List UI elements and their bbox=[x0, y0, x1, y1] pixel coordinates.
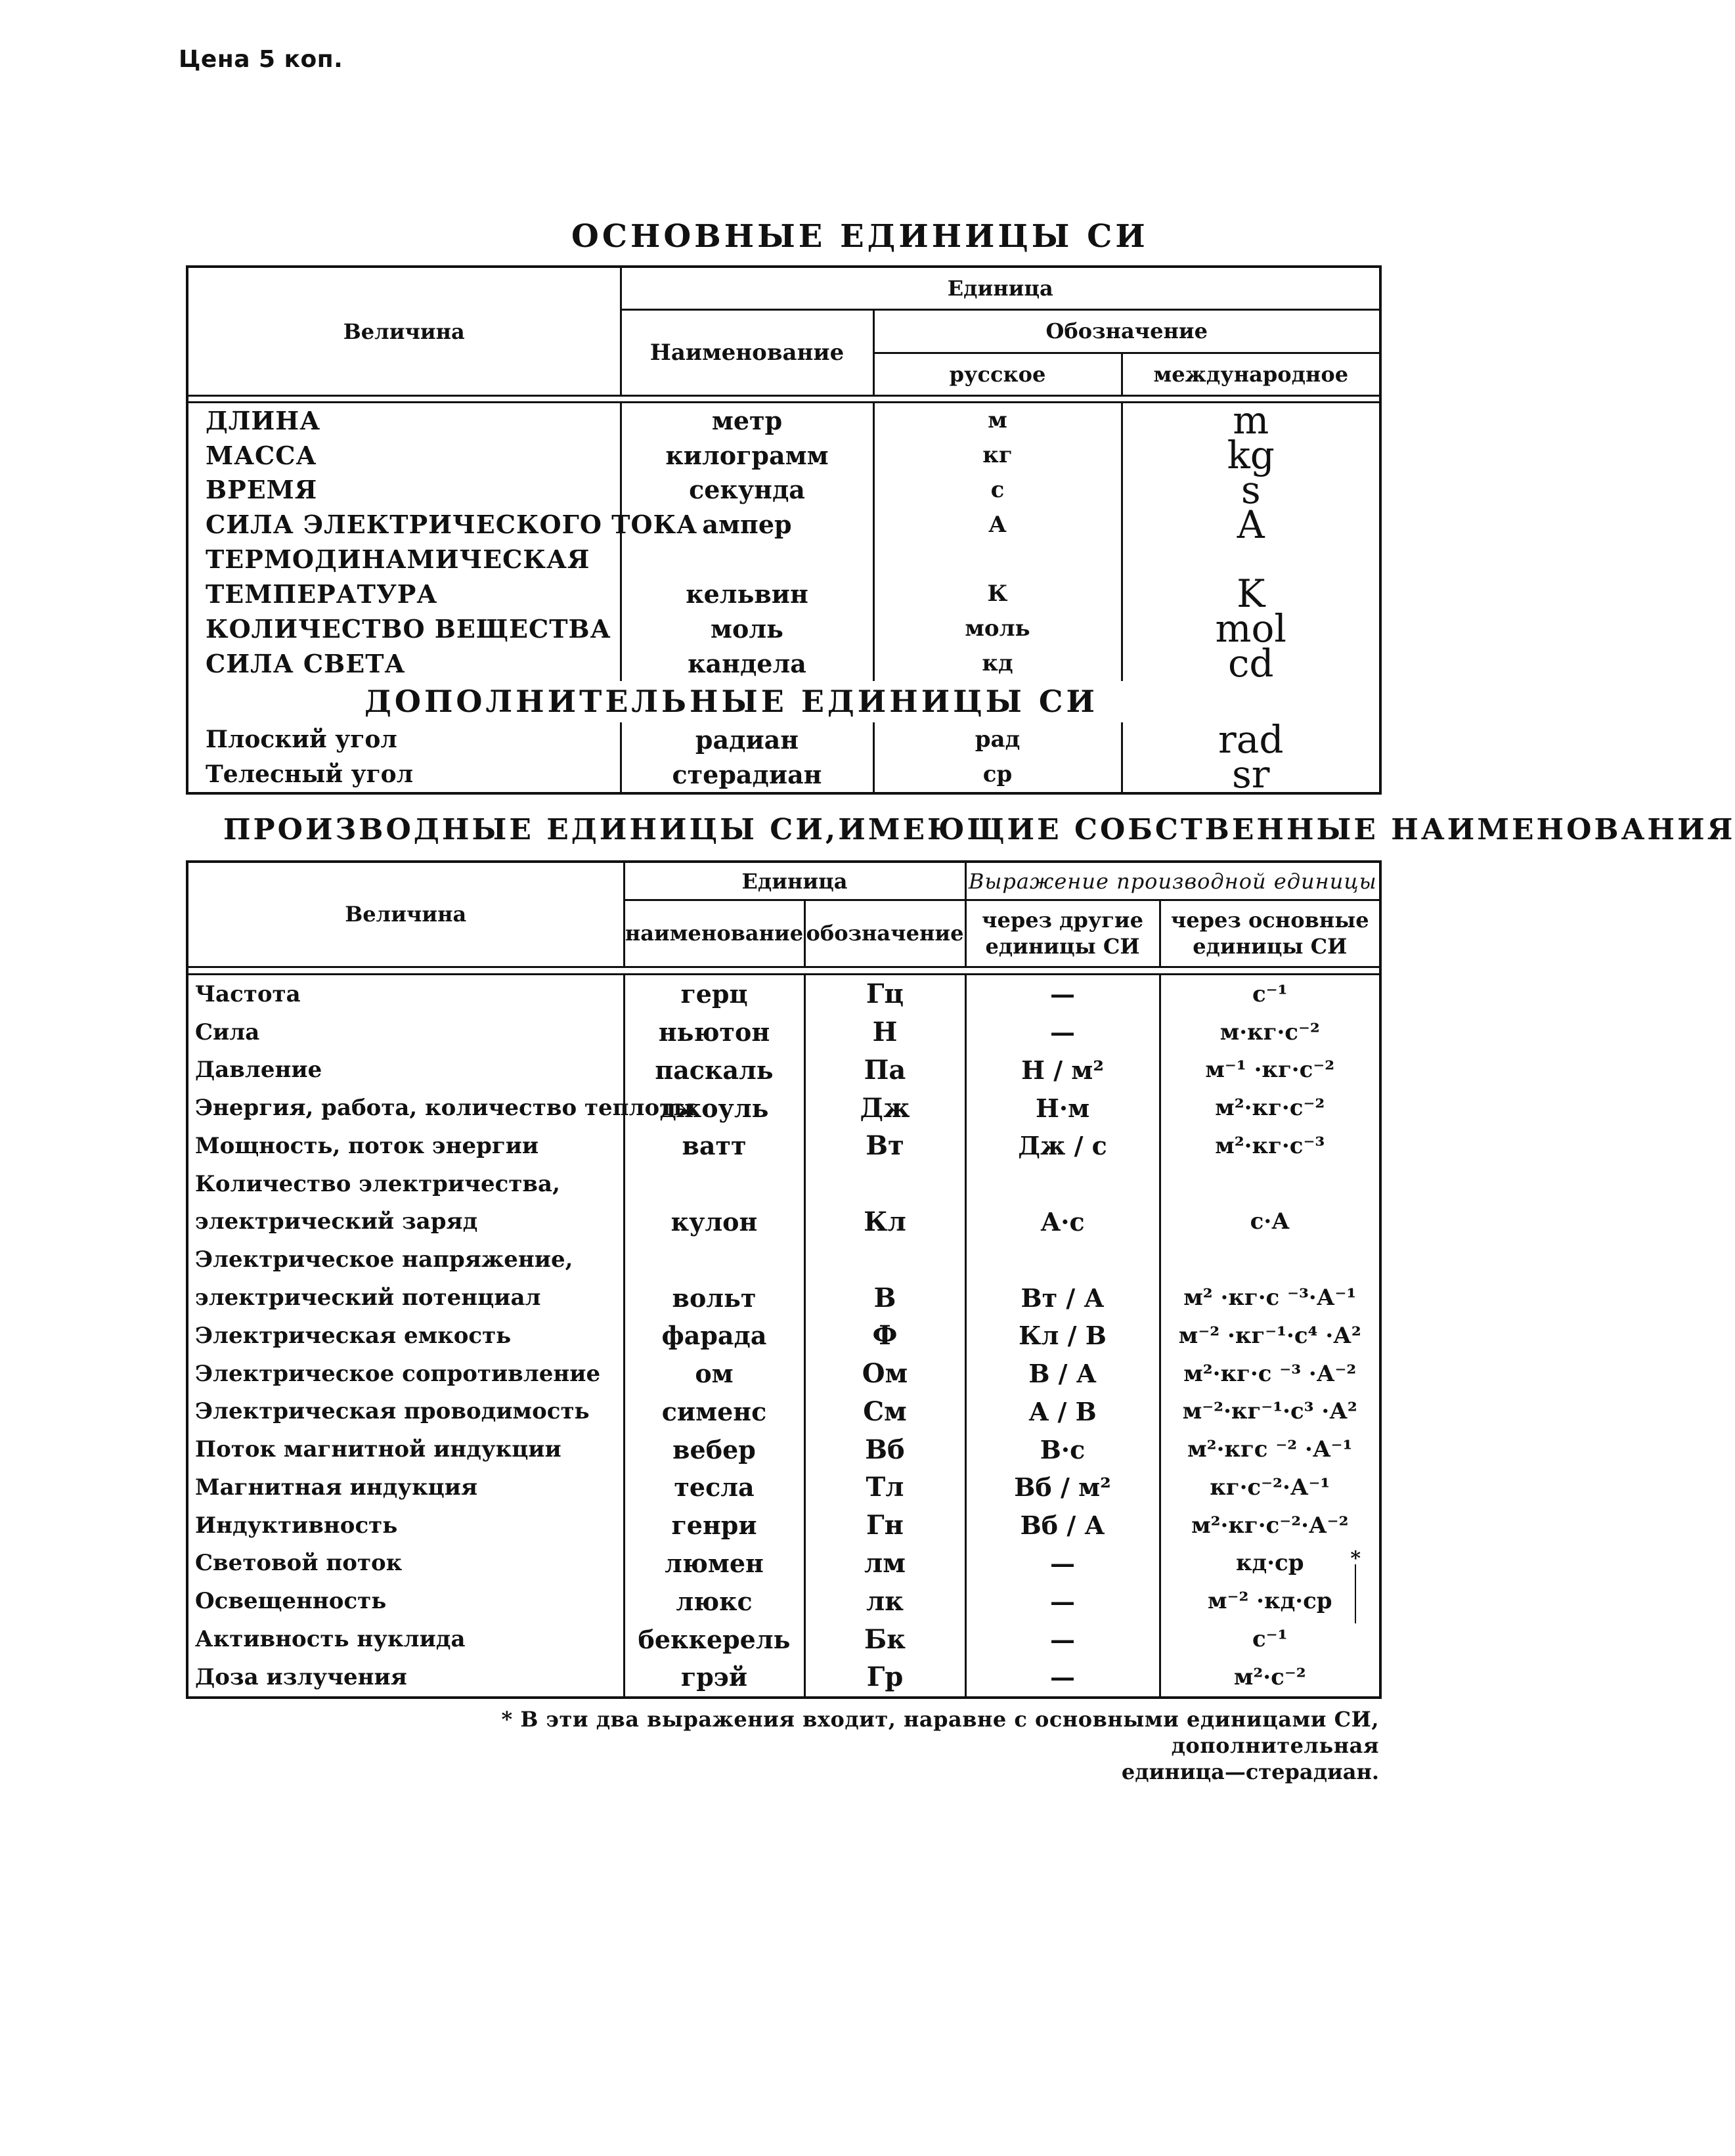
table-row bbox=[187, 1203, 1380, 1241]
table-row bbox=[187, 1545, 1380, 1583]
unit-name-cell: ом bbox=[624, 1355, 804, 1393]
via-base-cell: кг·с⁻²·А⁻¹ bbox=[1160, 1468, 1380, 1507]
via-other-cell: — bbox=[965, 1582, 1160, 1620]
quantity-cell: Энергия, работа, количество теплоты bbox=[195, 1095, 696, 1122]
quantity-cell: Электрическое сопротивление bbox=[195, 1360, 601, 1387]
via-base-cell: с⁻¹ bbox=[1160, 974, 1380, 1013]
quantity-cell: Мощность, поток энергии bbox=[195, 1132, 539, 1159]
ru-symbol-cell: рад bbox=[873, 722, 1122, 757]
via-other-cell: Н·м bbox=[965, 1089, 1160, 1127]
unit-symbol-cell: Ф bbox=[804, 1317, 965, 1355]
via-base-cell bbox=[1160, 1545, 1380, 1583]
intl-symbol-cell: cd bbox=[1122, 646, 1380, 681]
unit-symbol-cell: лк bbox=[804, 1582, 965, 1620]
via-other-cell: — bbox=[965, 1013, 1160, 1051]
unit-name-cell: генри bbox=[624, 1507, 804, 1545]
via-other-cell: — bbox=[965, 1620, 1160, 1658]
unit-name-cell: стерадиан bbox=[621, 757, 873, 793]
via-base-cell: м²·кг·с⁻³ bbox=[1160, 1127, 1380, 1165]
unit-symbol-cell: Ом bbox=[804, 1355, 965, 1393]
via-other-cell: А·с bbox=[965, 1203, 1160, 1241]
unit-name-cell: секунда bbox=[621, 472, 873, 507]
unit-symbol-cell: Гн bbox=[804, 1507, 965, 1545]
unit-name-cell: кандела bbox=[621, 646, 873, 681]
unit-symbol-cell: Гр bbox=[804, 1658, 965, 1698]
quantity-cell: Доза излучения bbox=[195, 1663, 407, 1690]
quantity-cell: Индуктивность bbox=[195, 1512, 398, 1539]
unit-name-cell: ньютон bbox=[624, 1013, 804, 1051]
footnote-line-2: единица—стерадиан. bbox=[1121, 1759, 1379, 1784]
table-row bbox=[187, 577, 1380, 611]
table-row bbox=[187, 472, 1380, 507]
table-row bbox=[187, 1582, 1380, 1620]
via-other-cell bbox=[965, 1241, 1160, 1279]
unit-symbol-cell bbox=[804, 1165, 965, 1203]
header-international: международное bbox=[1122, 353, 1380, 396]
table-row bbox=[187, 438, 1380, 473]
quantity-cell: Частота bbox=[195, 980, 301, 1007]
ru-symbol-cell: кг bbox=[873, 438, 1122, 473]
via-other-cell: В / А bbox=[965, 1355, 1160, 1393]
unit-name-cell: герц bbox=[624, 974, 804, 1013]
intl-symbol-cell: K bbox=[1122, 577, 1380, 611]
table-row bbox=[187, 1392, 1380, 1430]
quantity-cell: Количество электричества, bbox=[195, 1170, 560, 1197]
table-row bbox=[187, 611, 1380, 646]
via-base-cell: м⁻²·кг⁻¹·с³ ·А² bbox=[1160, 1392, 1380, 1430]
unit-symbol-cell: Бк bbox=[804, 1620, 965, 1658]
unit-name-cell: люкс bbox=[624, 1582, 804, 1620]
unit-name-cell: моль bbox=[621, 611, 873, 646]
quantity-cell: Электрическая проводимость bbox=[195, 1398, 590, 1425]
quantity-cell: Плоский угол bbox=[206, 726, 397, 754]
via-base-cell: с·А bbox=[1160, 1203, 1380, 1241]
ru-symbol-cell: ср bbox=[873, 757, 1122, 793]
intl-symbol-cell: rad bbox=[1122, 722, 1380, 757]
derived-units-table bbox=[186, 860, 1382, 1699]
unit-symbol-cell: В bbox=[804, 1279, 965, 1317]
via-other-cell: А / В bbox=[965, 1392, 1160, 1430]
via-base-cell: м²·кг·с⁻²·А⁻² bbox=[1160, 1507, 1380, 1545]
quantity-cell: ТЕРМОДИНАМИЧЕСКАЯ bbox=[206, 544, 590, 575]
unit-name-cell: кельвин bbox=[621, 577, 873, 611]
table-row bbox=[187, 1658, 1380, 1698]
quantity-cell: ДЛИНА bbox=[206, 405, 321, 435]
unit-symbol-cell bbox=[804, 1241, 965, 1279]
derived-units-title: ПРОИЗВОДНЫЕ ЕДИНИЦЫ СИ,ИМЕЮЩИЕ СОБСТВЕННЫЕ НАИМЕНОВАНИЯ bbox=[223, 813, 1735, 847]
quantity-cell: ВРЕМЯ bbox=[206, 475, 318, 505]
via-other-cell: — bbox=[965, 1658, 1160, 1698]
header-quantity: Величина bbox=[187, 267, 621, 396]
table-row bbox=[187, 1051, 1380, 1089]
via-other-cell: — bbox=[965, 1545, 1160, 1583]
supplementary-title bbox=[187, 681, 1380, 722]
intl-symbol-cell: sr bbox=[1122, 757, 1380, 793]
unit-name-cell bbox=[624, 1241, 804, 1279]
unit-name-cell bbox=[621, 542, 873, 577]
via-other-cell: Кл / В bbox=[965, 1317, 1160, 1355]
intl-symbol-cell: s bbox=[1122, 472, 1380, 507]
table-row bbox=[187, 507, 1380, 542]
unit-name-cell: люмен bbox=[624, 1545, 804, 1583]
table-row bbox=[187, 1468, 1380, 1507]
via-base-cell: м²·с⁻² bbox=[1160, 1658, 1380, 1698]
table-row bbox=[187, 1317, 1380, 1355]
unit-symbol-cell: Кл bbox=[804, 1203, 965, 1241]
via-other-cell: — bbox=[965, 974, 1160, 1013]
table-row bbox=[187, 1127, 1380, 1165]
unit-name-cell: паскаль bbox=[624, 1051, 804, 1089]
unit-name-cell: вебер bbox=[624, 1430, 804, 1468]
header-name: наименование bbox=[624, 900, 804, 967]
table-row bbox=[187, 1241, 1380, 1279]
quantity-cell: ТЕМПЕРАТУРА bbox=[206, 579, 438, 609]
table-row bbox=[187, 974, 1380, 1013]
quantity-cell: СИЛА СВЕТА bbox=[206, 648, 406, 678]
via-other-cell bbox=[965, 1165, 1160, 1203]
quantity-cell: электрический заряд bbox=[195, 1208, 478, 1235]
unit-symbol-cell: См bbox=[804, 1392, 965, 1430]
via-other-cell: Дж / с bbox=[965, 1127, 1160, 1165]
header-symbol: Обозначение bbox=[873, 310, 1380, 353]
quantity-cell: Освещенность bbox=[195, 1588, 387, 1615]
intl-symbol-cell: A bbox=[1122, 507, 1380, 542]
quantity-cell: электрический потенциал bbox=[195, 1285, 541, 1311]
header-via-base: через основные единицы СИ bbox=[1160, 900, 1380, 967]
price-label: Цена 5 коп. bbox=[179, 46, 343, 73]
intl-symbol-cell: m bbox=[1122, 402, 1380, 437]
ru-symbol-cell: с bbox=[873, 472, 1122, 507]
table-row bbox=[187, 1355, 1380, 1393]
quantity-cell: Магнитная индукция bbox=[195, 1474, 478, 1501]
unit-name-cell: кулон bbox=[624, 1203, 804, 1241]
header-russian: русское bbox=[873, 353, 1122, 396]
header-quantity: Величина bbox=[187, 862, 624, 967]
quantity-cell: Световой поток bbox=[195, 1550, 403, 1577]
table-row bbox=[187, 1089, 1380, 1127]
ru-symbol-cell: м bbox=[873, 402, 1122, 437]
table-row bbox=[187, 1620, 1380, 1658]
via-other-cell: Вб / А bbox=[965, 1507, 1160, 1545]
ru-symbol-cell: К bbox=[873, 577, 1122, 611]
unit-name-cell: ампер bbox=[621, 507, 873, 542]
unit-name-cell: сименс bbox=[624, 1392, 804, 1430]
quantity-cell: Электрическая емкость bbox=[195, 1322, 512, 1349]
unit-name-cell: беккерель bbox=[624, 1620, 804, 1658]
via-base-cell: с⁻¹ bbox=[1160, 1620, 1380, 1658]
quantity-cell: Активность нуклида bbox=[195, 1626, 466, 1653]
table-row bbox=[187, 722, 1380, 757]
unit-symbol-cell: Дж bbox=[804, 1089, 965, 1127]
header-unit: Единица bbox=[621, 267, 1380, 310]
intl-symbol-cell: mol bbox=[1122, 611, 1380, 646]
via-base-cell bbox=[1160, 1165, 1380, 1203]
quantity-cell: Сила bbox=[195, 1019, 260, 1045]
unit-name-cell: вольт bbox=[624, 1279, 804, 1317]
ru-symbol-cell bbox=[873, 542, 1122, 577]
table-row bbox=[187, 402, 1380, 437]
table-row bbox=[187, 1013, 1380, 1051]
via-other-cell: Вт / А bbox=[965, 1279, 1160, 1317]
quantity-cell: МАССА bbox=[206, 440, 317, 470]
unit-name-cell: килограмм bbox=[621, 438, 873, 473]
unit-symbol-cell: Н bbox=[804, 1013, 965, 1051]
header-unit: Единица bbox=[624, 862, 965, 900]
quantity-cell: КОЛИЧЕСТВО ВЕЩЕСТВА bbox=[206, 613, 611, 644]
via-other-cell: Вб / м² bbox=[965, 1468, 1160, 1507]
intl-symbol-cell: kg bbox=[1122, 438, 1380, 473]
ru-symbol-cell: А bbox=[873, 507, 1122, 542]
table-row bbox=[187, 1507, 1380, 1545]
table-row bbox=[187, 1279, 1380, 1317]
via-base-cell bbox=[1160, 1241, 1380, 1279]
quantity-cell: СИЛА ЭЛЕКТРИЧЕСКОГО ТОКА bbox=[206, 510, 698, 540]
quantity-cell: Поток магнитной индукции bbox=[195, 1436, 561, 1463]
via-base-cell: м⁻² ·кд·ср bbox=[1160, 1582, 1380, 1620]
via-base-cell: м²·кг·с⁻² bbox=[1160, 1089, 1380, 1127]
table-row bbox=[187, 1165, 1380, 1203]
unit-name-cell: метр bbox=[621, 402, 873, 437]
table-row bbox=[187, 542, 1380, 577]
unit-symbol-cell: Гц bbox=[804, 974, 965, 1013]
table-row bbox=[187, 646, 1380, 681]
unit-name-cell: грэй bbox=[624, 1658, 804, 1698]
unit-symbol-cell: Па bbox=[804, 1051, 965, 1089]
footnote bbox=[355, 1706, 1379, 1785]
via-base-cell: м²·кгс ⁻² ·А⁻¹ bbox=[1160, 1430, 1380, 1468]
unit-name-cell bbox=[624, 1165, 804, 1203]
supplementary-title-text: ДОПОЛНИТЕЛЬНЫЕ ЕДИНИЦЫ СИ bbox=[364, 684, 1098, 720]
unit-symbol-cell: лм bbox=[804, 1545, 965, 1583]
unit-symbol-cell: Тл bbox=[804, 1468, 965, 1507]
header-via-other: через другие единицы СИ bbox=[965, 900, 1160, 967]
table-row bbox=[187, 1430, 1380, 1468]
via-base-value: кд·ср bbox=[1236, 1550, 1304, 1577]
via-base-cell: м² ·кг·с ⁻³·А⁻¹ bbox=[1160, 1279, 1380, 1317]
unit-name-cell: ватт bbox=[624, 1127, 804, 1165]
table-row bbox=[187, 757, 1380, 793]
ru-symbol-cell: кд bbox=[873, 646, 1122, 681]
ru-symbol-cell: моль bbox=[873, 611, 1122, 646]
quantity-cell: Телесный угол bbox=[206, 760, 414, 789]
header-name: Наименование bbox=[621, 310, 873, 396]
base-units-table bbox=[186, 265, 1382, 795]
via-other-cell: В·с bbox=[965, 1430, 1160, 1468]
via-base-cell: м·кг·с⁻² bbox=[1160, 1013, 1380, 1051]
unit-name-cell: тесла bbox=[624, 1468, 804, 1507]
unit-symbol-cell: Вб bbox=[804, 1430, 965, 1468]
via-base-cell: м²·кг·с ⁻³ ·А⁻² bbox=[1160, 1355, 1380, 1393]
header-symbol: обозначение bbox=[804, 900, 965, 967]
unit-name-cell: джоуль bbox=[624, 1089, 804, 1127]
quantity-cell: Электрическое напряжение, bbox=[195, 1246, 573, 1273]
base-units-title: ОСНОВНЫЕ ЕДИНИЦЫ СИ bbox=[571, 218, 1149, 255]
via-base-cell: м⁻¹ ·кг·с⁻² bbox=[1160, 1051, 1380, 1089]
footnote-line-1: * В эти два выражения входит, наравне с основными единицами СИ, дополнительная bbox=[501, 1707, 1379, 1758]
unit-symbol-cell: Вт bbox=[804, 1127, 965, 1165]
quantity-cell: Давление bbox=[195, 1057, 322, 1084]
unit-name-cell: фарада bbox=[624, 1317, 804, 1355]
header-expression: Выражение производной единицы bbox=[965, 862, 1380, 900]
via-base-cell: м⁻² ·кг⁻¹·с⁴ ·А² bbox=[1160, 1317, 1380, 1355]
via-other-cell: Н / м² bbox=[965, 1051, 1160, 1089]
footnote-star-mark: * bbox=[1350, 1547, 1361, 1570]
unit-name-cell: радиан bbox=[621, 722, 873, 757]
